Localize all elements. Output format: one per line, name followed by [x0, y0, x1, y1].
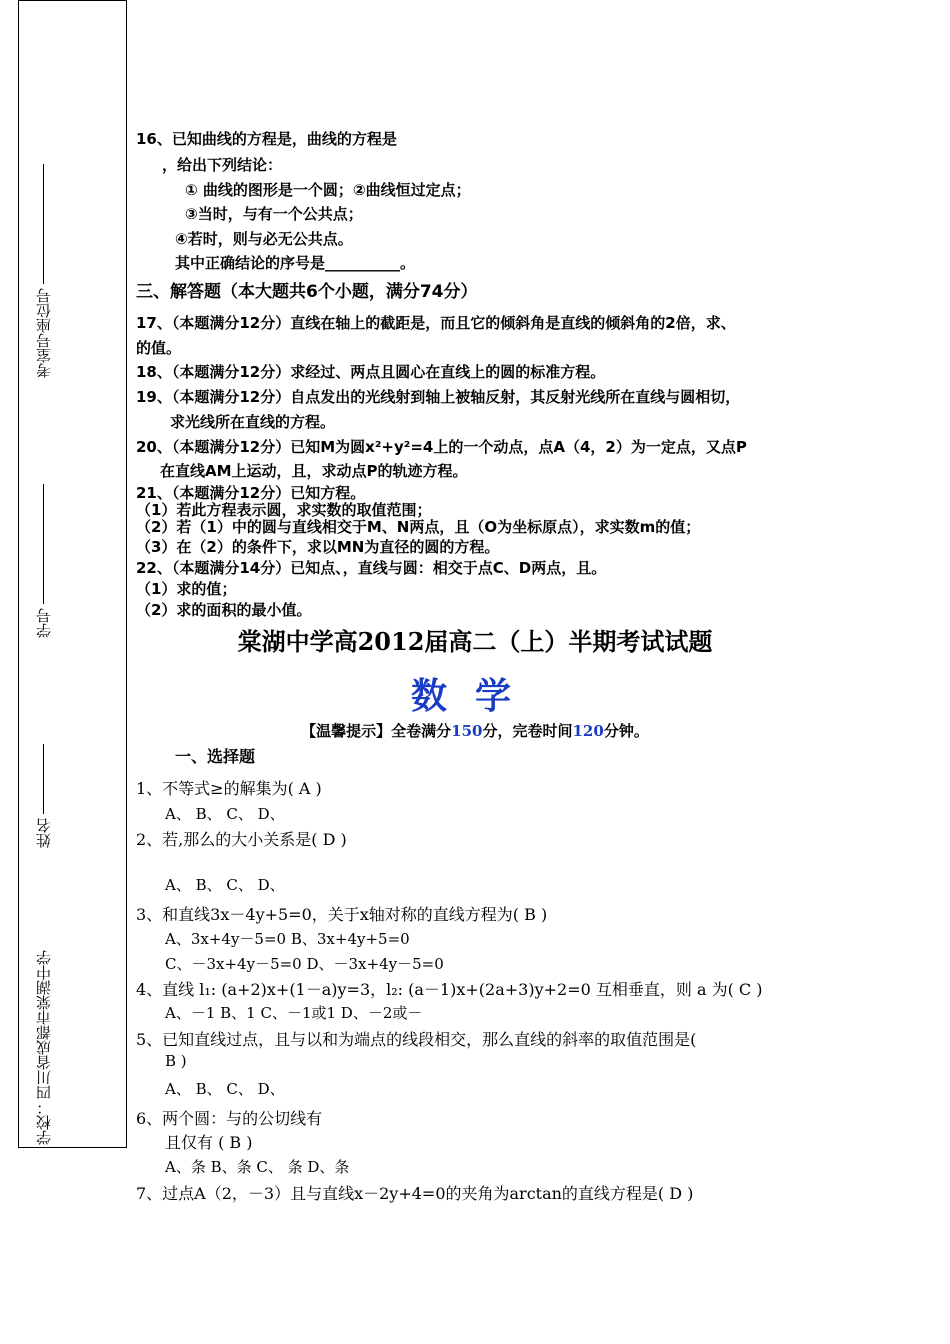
question-line-q16a: ，给出下列结论： — [162, 156, 283, 174]
question-line-q22: 22、（本题满分14分）已知点、，直线与圆：相交于点C、D两点，且。 — [136, 559, 607, 577]
tip-prefix: 【温馨提示】全卷满分 — [301, 722, 452, 740]
student-name-line — [43, 744, 44, 814]
question-line-q21c: （3）在（2）的条件下，求以MN为直径的圆的方程。 — [136, 538, 500, 556]
question-line-q17b: 的值。 — [136, 339, 182, 357]
question-line-c6: 6、两个圆：与的公切线有 — [136, 1109, 323, 1128]
tip-mid: 分，完卷时间 — [482, 722, 573, 740]
question-line-c5: 5、已知直线过点，且与以和为端点的线段相交，那么直线的斜率的取值范围是( — [136, 1030, 697, 1049]
question-line-c6o: A、条 B、条 C、 条 D、条 — [165, 1158, 350, 1176]
question-line-q16e: 其中正确结论的序号是__________。 — [175, 254, 416, 272]
question-line-q21a: （1）若此方程表示圆，求实数的取值范围； — [136, 501, 432, 519]
student-number-label: 学号 — [34, 608, 53, 638]
seat-number-line — [43, 164, 44, 284]
school-field — [33, 950, 54, 1145]
tip-suffix: 分钟。 — [603, 722, 649, 740]
school-label: 学校：四川省成都市棠湖中学 — [34, 950, 53, 1145]
question-line-c6b: 且仅有 ( B ) — [165, 1133, 253, 1152]
question-line-c1: 1、不等式≥的解集为( A ) — [136, 779, 322, 798]
question-line-q19: 19、（本题满分12分）自点发出的光线射到轴上被轴反射，其反射光线所在直线与圆相切， — [136, 388, 741, 406]
question-line-q16d: ④若时，则与必无公共点。 — [175, 230, 353, 248]
question-line-q20: 20、（本题满分12分）已知M为圆x²+y²=4上的一个动点，点A（4，2）为一定点，又点P — [136, 438, 747, 456]
question-line-c4o: A、－1 B、1 C、－1或1 D、－2或－ — [165, 1004, 423, 1022]
student-number-field — [33, 480, 54, 638]
question-line-c5b: B ) — [165, 1052, 187, 1070]
question-line-q20b: 在直线AM上运动，且，求动点P的轨迹方程。 — [160, 462, 468, 480]
question-line-c4: 4、直线 l₁: (a+2)x+(1－a)y=3，l₂: (a－1)x+(2a+3)y+2=0 互相垂直，则 a 为( C ) — [136, 980, 763, 999]
question-line-c3b: C、－3x+4y－5=0 D、－3x+4y－5=0 — [165, 955, 444, 973]
question-line-q18: 18、（本题满分12分）求经过、两点且圆心在直线上的圆的标准方程。 — [136, 363, 606, 381]
question-line-q19b: 求光线所在直线的方程。 — [170, 413, 336, 431]
student-number-line — [43, 484, 44, 604]
question-line-q17: 17、（本题满分12分）直线在轴上的截距是，而且它的倾斜角是直线的倾斜角的2倍，求、 — [136, 314, 736, 332]
question-line-q22a: （1）求的值； — [136, 580, 237, 598]
question-line-c5o: A、 B、 C、 D、 — [165, 1080, 285, 1098]
question-line-q16: 16、已知曲线的方程是，曲线的方程是 — [136, 130, 397, 148]
question-line-q21b: （2）若（1）中的圆与直线相交于M、N两点，且（O为坐标原点），求实数m的值； — [136, 518, 701, 536]
question-line-c1o: A、 B、 C、 D、 — [165, 805, 285, 823]
question-line-c3a: A、3x+4y－5=0 B、3x+4y+5=0 — [165, 930, 410, 948]
tip-time: 120 — [572, 722, 604, 740]
question-line-q22b: （2）求的面积的最小值。 — [136, 601, 312, 619]
seat-number-field — [33, 160, 54, 378]
question-line-c3: 3、和直线3x－4y+5=0，关于x轴对称的直线方程为( B ) — [136, 905, 548, 924]
question-line-q21: 21、（本题满分12分）已知方程。 — [136, 484, 366, 502]
question-line-q16b: ① 曲线的图形是一个圆；②曲线恒过定点； — [185, 181, 471, 199]
question-line-q16c: ③当时，与有一个公共点； — [185, 205, 363, 223]
student-name-field — [33, 740, 54, 848]
question-line-sec3: 三、解答题（本大题共6个小题，满分74分） — [136, 282, 478, 302]
exam-title: 棠湖中学高2012届高二（上）半期考试试题 — [237, 627, 713, 656]
subject-title: 数学 — [410, 675, 539, 717]
seat-number-label: 考室号座位号 — [34, 288, 53, 378]
tip-score: 150 — [451, 722, 483, 740]
question-line-c2: 2、若,那么的大小关系是( D ) — [136, 830, 347, 849]
question-line-sec1: 一、选择题 — [175, 747, 256, 766]
student-name-label: 姓名 — [34, 818, 53, 848]
exam-tip — [0, 720, 950, 741]
question-line-c2o: A、 B、 C、 D、 — [165, 876, 285, 894]
question-line-c7: 7、过点A（2，－3）且与直线x－2y+4=0的夹角为arctan的直线方程是( D ) — [136, 1184, 694, 1203]
